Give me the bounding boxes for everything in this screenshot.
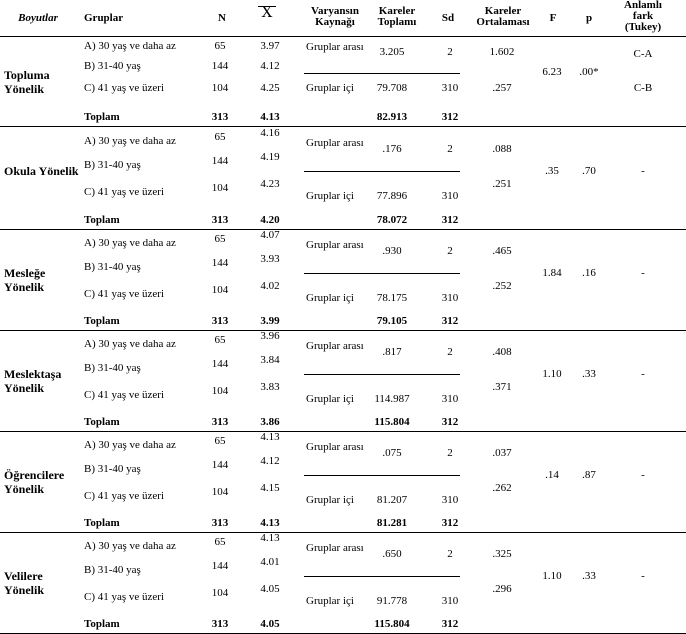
group-n: 144 — [211, 155, 229, 167]
section-1 — [0, 37, 686, 127]
group-label: B) 31-40 yaş — [84, 261, 141, 273]
group-mean: 4.02 — [260, 280, 280, 292]
header-f: F — [549, 12, 557, 24]
group-n: 65 — [214, 334, 226, 346]
row-divider — [304, 73, 460, 74]
group-n: 104 — [211, 82, 229, 94]
dimension-name: Öğrencilere Yönelik — [4, 468, 65, 496]
group-mean: 4.13 — [260, 431, 280, 443]
group-label: C) 41 yaş ve üzeri — [84, 591, 165, 603]
row-divider — [304, 273, 460, 274]
between-ms: 1.602 — [489, 46, 515, 58]
total-ss: 115.804 — [374, 416, 410, 428]
total-ss: 78.072 — [376, 214, 408, 226]
group-label: C) 41 yaş ve üzeri — [84, 288, 165, 300]
header-anlamli-fark: Anlamlı fark (Tukey) — [624, 0, 662, 33]
dimension-name: Mesleğe Yönelik — [4, 266, 46, 294]
tukey-result: - — [641, 570, 645, 582]
p-value: .70 — [582, 165, 596, 177]
header-mean: X — [254, 7, 280, 18]
row-divider — [304, 576, 460, 577]
total-ss: 81.281 — [376, 517, 408, 529]
group-label: A) 30 yaş ve daha az — [84, 338, 176, 350]
between-ss: .075 — [382, 447, 402, 459]
row-divider — [304, 171, 460, 172]
group-label: A) 30 yaş ve daha az — [84, 135, 176, 147]
total-mean: 3.86 — [260, 416, 280, 428]
dimension-name: Topluma Yönelik — [4, 68, 50, 96]
total-ss: 79.105 — [376, 315, 408, 327]
header-sd: Sd — [441, 12, 455, 24]
total-n: 313 — [211, 315, 229, 327]
f-value: 1.10 — [542, 368, 562, 380]
between-ss: .650 — [382, 548, 402, 560]
section-3 — [0, 230, 686, 331]
total-label: Toplam — [84, 214, 120, 226]
between-ss: .176 — [382, 143, 402, 155]
group-mean: 3.93 — [260, 253, 280, 265]
between-ms: .465 — [492, 245, 512, 257]
group-label: B) 31-40 yaş — [84, 60, 141, 72]
between-df: 2 — [447, 46, 453, 58]
group-mean: 3.96 — [260, 330, 280, 342]
total-n: 313 — [211, 416, 229, 428]
between-ss: .930 — [382, 245, 402, 257]
within-label: Gruplar içi — [306, 292, 354, 304]
tukey-result: - — [641, 165, 645, 177]
section-2 — [0, 128, 686, 230]
between-df: 2 — [447, 447, 453, 459]
section-5 — [0, 432, 686, 533]
section-4 — [0, 331, 686, 432]
total-df: 312 — [441, 111, 459, 123]
total-mean: 3.99 — [260, 315, 280, 327]
group-mean: 4.15 — [260, 482, 280, 494]
header-varyans-kaynagi: Varyansın Kaynağı — [311, 5, 359, 28]
within-label: Gruplar içi — [306, 595, 354, 607]
header-gruplar: Gruplar — [84, 12, 124, 24]
group-mean: 3.97 — [260, 40, 280, 52]
within-ms: .296 — [492, 583, 512, 595]
group-label: A) 30 yaş ve daha az — [84, 439, 176, 451]
header-p: p — [585, 12, 593, 24]
total-df: 312 — [441, 416, 459, 428]
group-mean: 4.05 — [260, 583, 280, 595]
row-divider — [304, 475, 460, 476]
group-label: B) 31-40 yaş — [84, 159, 141, 171]
group-mean: 4.23 — [260, 178, 280, 190]
f-value: .14 — [545, 469, 559, 481]
total-label: Toplam — [84, 416, 120, 428]
f-value: .35 — [545, 165, 559, 177]
between-label: Gruplar arası — [306, 239, 364, 251]
group-mean: 4.16 — [260, 127, 280, 139]
between-label: Gruplar arası — [306, 542, 364, 554]
total-df: 312 — [441, 315, 459, 327]
group-mean: 4.19 — [260, 151, 280, 163]
group-mean: 4.12 — [260, 60, 280, 72]
within-df: 310 — [441, 292, 459, 304]
p-value: .00* — [579, 66, 599, 78]
between-label: Gruplar arası — [306, 41, 364, 53]
group-n: 104 — [211, 486, 229, 498]
group-n: 65 — [214, 40, 226, 52]
row-divider — [304, 374, 460, 375]
within-ms: .251 — [492, 178, 512, 190]
tukey-result: - — [641, 469, 645, 481]
total-mean: 4.13 — [260, 517, 280, 529]
group-mean: 4.07 — [260, 229, 280, 241]
total-mean: 4.20 — [260, 214, 280, 226]
total-n: 313 — [211, 618, 229, 630]
group-n: 104 — [211, 385, 229, 397]
group-n: 144 — [211, 560, 229, 572]
between-ss: .817 — [382, 346, 402, 358]
group-n: 65 — [214, 233, 226, 245]
within-ss: 81.207 — [376, 494, 408, 506]
within-label: Gruplar içi — [306, 393, 354, 405]
between-df: 2 — [447, 346, 453, 358]
dimension-name: Okula Yönelik — [4, 164, 79, 178]
total-label: Toplam — [84, 111, 120, 123]
p-value: .33 — [582, 368, 596, 380]
group-n: 104 — [211, 587, 229, 599]
group-mean: 3.83 — [260, 381, 280, 393]
tukey-result: - — [641, 368, 645, 380]
between-ms: .037 — [492, 447, 512, 459]
table-header — [0, 0, 686, 37]
group-label: B) 31-40 yaş — [84, 362, 141, 374]
p-value: .16 — [582, 267, 596, 279]
header-kareler-ortalamasi: Kareler Ortalaması — [476, 5, 530, 28]
within-df: 310 — [441, 82, 459, 94]
within-ss: 78.175 — [376, 292, 408, 304]
tukey-result: C-A — [633, 48, 653, 60]
header-boyutlar: Boyutlar — [18, 12, 58, 24]
within-ss: 77.896 — [376, 190, 408, 202]
between-ms: .325 — [492, 548, 512, 560]
group-label: C) 41 yaş ve üzeri — [84, 186, 165, 198]
group-mean: 4.13 — [260, 532, 280, 544]
group-label: B) 31-40 yaş — [84, 463, 141, 475]
between-ss: 3.205 — [379, 46, 405, 58]
between-ms: .088 — [492, 143, 512, 155]
between-label: Gruplar arası — [306, 441, 364, 453]
f-value: 6.23 — [542, 66, 562, 78]
group-n: 144 — [211, 459, 229, 471]
within-ms: .257 — [492, 82, 512, 94]
group-n: 104 — [211, 284, 229, 296]
total-df: 312 — [441, 214, 459, 226]
within-label: Gruplar içi — [306, 190, 354, 202]
group-label: C) 41 yaş ve üzeri — [84, 490, 165, 502]
section-6 — [0, 533, 686, 634]
header-n: N — [218, 12, 226, 24]
within-df: 310 — [441, 393, 459, 405]
between-ms: .408 — [492, 346, 512, 358]
group-label: A) 30 yaş ve daha az — [84, 40, 176, 52]
group-label: B) 31-40 yaş — [84, 564, 141, 576]
total-label: Toplam — [84, 618, 120, 630]
total-n: 313 — [211, 517, 229, 529]
total-n: 313 — [211, 214, 229, 226]
group-mean: 4.25 — [260, 82, 280, 94]
between-df: 2 — [447, 245, 453, 257]
group-n: 104 — [211, 182, 229, 194]
within-label: Gruplar içi — [306, 494, 354, 506]
within-df: 310 — [441, 595, 459, 607]
group-mean: 4.12 — [260, 455, 280, 467]
total-n: 313 — [211, 111, 229, 123]
group-mean: 4.01 — [260, 556, 280, 568]
total-df: 312 — [441, 618, 459, 630]
group-n: 144 — [211, 257, 229, 269]
f-value: 1.10 — [542, 570, 562, 582]
within-df: 310 — [441, 494, 459, 506]
group-label: C) 41 yaş ve üzeri — [84, 389, 165, 401]
between-df: 2 — [447, 143, 453, 155]
group-n: 65 — [214, 536, 226, 548]
within-ms: .252 — [492, 280, 512, 292]
group-label: C) 41 yaş ve üzeri — [84, 82, 165, 94]
total-label: Toplam — [84, 517, 120, 529]
between-df: 2 — [447, 548, 453, 560]
total-ss: 82.913 — [376, 111, 408, 123]
within-ss: 79.708 — [376, 82, 408, 94]
group-n: 144 — [211, 60, 229, 72]
group-label: A) 30 yaş ve daha az — [84, 540, 176, 552]
within-df: 310 — [441, 190, 459, 202]
within-ss: 91.778 — [376, 595, 408, 607]
f-value: 1.84 — [542, 267, 562, 279]
within-ms: .371 — [492, 381, 512, 393]
within-ss: 114.987 — [374, 393, 410, 405]
p-value: .33 — [582, 570, 596, 582]
tukey-result: - — [641, 267, 645, 279]
total-df: 312 — [441, 517, 459, 529]
group-n: 65 — [214, 435, 226, 447]
tukey-result: C-B — [633, 82, 653, 94]
p-value: .87 — [582, 469, 596, 481]
within-label: Gruplar içi — [306, 82, 354, 94]
total-mean: 4.05 — [260, 618, 280, 630]
header-kareler-toplami: Kareler Toplamı — [377, 5, 417, 28]
within-ms: .262 — [492, 482, 512, 494]
dimension-name: Velilere Yönelik — [4, 569, 45, 597]
total-mean: 4.13 — [260, 111, 280, 123]
between-label: Gruplar arası — [306, 340, 364, 352]
between-label: Gruplar arası — [306, 137, 364, 149]
group-mean: 3.84 — [260, 354, 280, 366]
total-ss: 115.804 — [374, 618, 410, 630]
group-n: 65 — [214, 131, 226, 143]
total-label: Toplam — [84, 315, 120, 327]
group-label: A) 30 yaş ve daha az — [84, 237, 176, 249]
group-n: 144 — [211, 358, 229, 370]
dimension-name: Meslektaşa Yönelik — [4, 367, 62, 395]
